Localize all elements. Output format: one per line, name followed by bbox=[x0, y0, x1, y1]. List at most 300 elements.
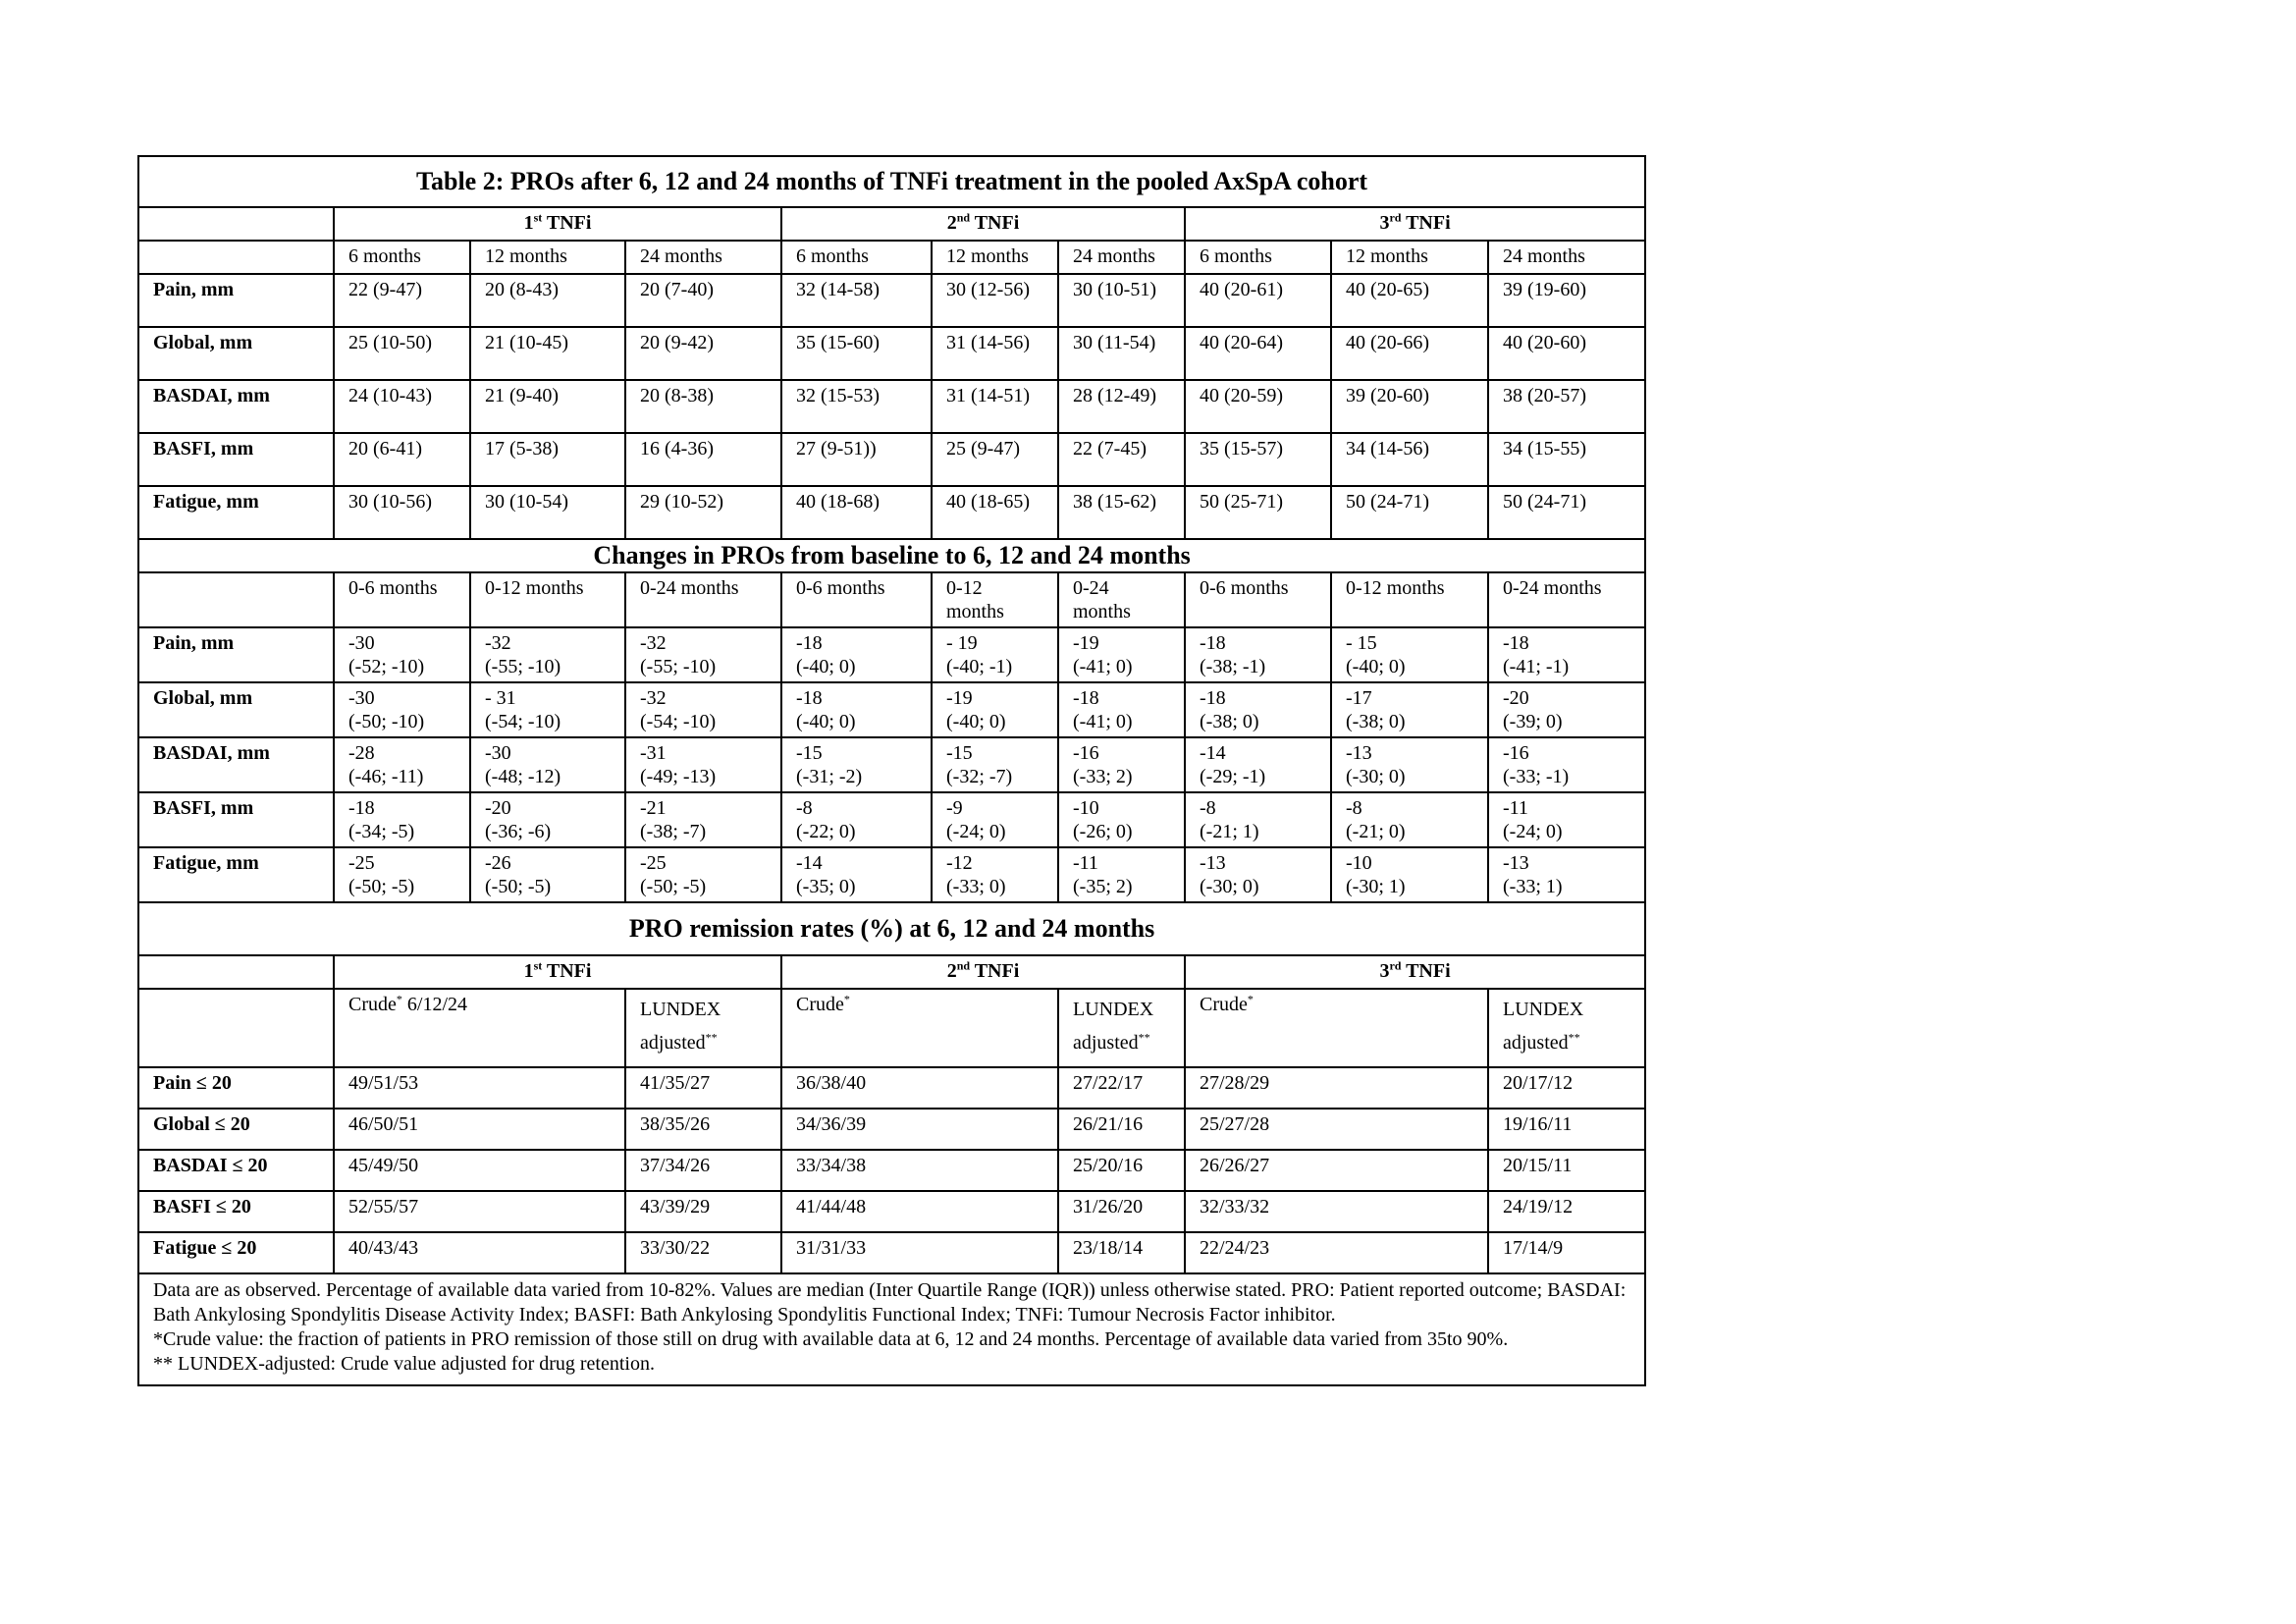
median-change: -15 bbox=[796, 742, 823, 764]
empty-cell bbox=[138, 207, 334, 241]
group-label: TNFi bbox=[970, 212, 1020, 234]
pro-results-table bbox=[137, 155, 1646, 1386]
median-change: -17 bbox=[1346, 687, 1372, 709]
footnotes bbox=[138, 1273, 1645, 1385]
median-change: -10 bbox=[1073, 797, 1099, 819]
lundex-adjusted bbox=[1503, 1026, 1630, 1059]
group-header-3 bbox=[1185, 955, 1645, 989]
crude-value: 33/34/38 bbox=[781, 1150, 1058, 1191]
value-cell: 40 (20-60) bbox=[1488, 327, 1645, 380]
iqr-change: (-55; -10) bbox=[485, 656, 561, 677]
median-change: -18 bbox=[1073, 687, 1099, 709]
value-cell: 20 (6-41) bbox=[334, 433, 470, 486]
lundex-value: 37/34/26 bbox=[625, 1150, 781, 1191]
crude-value: 45/49/50 bbox=[334, 1150, 625, 1191]
change-cell bbox=[932, 847, 1058, 902]
value-cell: 39 (19-60) bbox=[1488, 274, 1645, 327]
lundex-value: 17/14/9 bbox=[1488, 1232, 1645, 1273]
group-ordinal: st bbox=[533, 210, 543, 225]
lundex-label: LUNDEX bbox=[1503, 999, 1584, 1020]
lundex-header bbox=[1058, 989, 1185, 1067]
iqr-change: (-50; -10) bbox=[348, 711, 425, 732]
lundex-adjusted bbox=[640, 1026, 767, 1059]
change-cell bbox=[1488, 737, 1645, 792]
change-cell bbox=[1058, 847, 1185, 902]
lundex-value: 31/26/20 bbox=[1058, 1191, 1185, 1232]
value-cell: 20 (7-40) bbox=[625, 274, 781, 327]
row-label: Pain, mm bbox=[138, 274, 334, 327]
change-cell bbox=[781, 682, 932, 737]
value-cell: 38 (15-62) bbox=[1058, 486, 1185, 539]
remission-row bbox=[138, 1232, 1645, 1273]
iqr-change: (-30; 0) bbox=[1346, 766, 1406, 787]
median-change: -18 bbox=[348, 797, 375, 819]
lundex-value: 41/35/27 bbox=[625, 1067, 781, 1109]
median-change: -25 bbox=[348, 852, 375, 874]
group-label: TNFi bbox=[1401, 212, 1451, 234]
pro-row bbox=[138, 380, 1645, 433]
median-change: -26 bbox=[485, 852, 511, 874]
median-change: -14 bbox=[796, 852, 823, 874]
row-label: BASFI, mm bbox=[138, 433, 334, 486]
change-period-header: 0-12 months bbox=[470, 572, 625, 627]
iqr-change: (-40; 0) bbox=[796, 711, 856, 732]
change-cell bbox=[625, 792, 781, 847]
empty-cell bbox=[138, 241, 334, 274]
median-change: -32 bbox=[640, 687, 667, 709]
lundex-adjusted-label: adjusted bbox=[640, 1032, 706, 1054]
change-cell bbox=[1488, 847, 1645, 902]
median-change: -11 bbox=[1073, 852, 1098, 874]
median-change: -13 bbox=[1503, 852, 1529, 874]
period-header: 6 months bbox=[781, 241, 932, 274]
group-ordinal: nd bbox=[956, 958, 971, 973]
group-number: 2 bbox=[946, 212, 957, 234]
change-row bbox=[138, 737, 1645, 792]
group-ordinal: rd bbox=[1389, 958, 1402, 973]
lundex-value: 19/16/11 bbox=[1488, 1109, 1645, 1150]
iqr-change: (-40; 0) bbox=[796, 656, 856, 677]
group-label: TNFi bbox=[970, 960, 1020, 982]
row-label: BASFI, mm bbox=[138, 792, 334, 847]
period-row bbox=[138, 241, 1645, 274]
change-cell bbox=[334, 682, 470, 737]
value-cell: 31 (14-51) bbox=[932, 380, 1058, 433]
crude-value: 34/36/39 bbox=[781, 1109, 1058, 1150]
iqr-change: (-54; -10) bbox=[640, 711, 717, 732]
change-cell bbox=[334, 627, 470, 682]
iqr-change: (-55; -10) bbox=[640, 656, 717, 677]
value-cell: 30 (11-54) bbox=[1058, 327, 1185, 380]
iqr-change: (-39; 0) bbox=[1503, 711, 1563, 732]
period-header: 6 months bbox=[1185, 241, 1331, 274]
change-cell bbox=[1185, 737, 1331, 792]
iqr-change: (-33; 2) bbox=[1073, 766, 1133, 787]
iqr-change: (-35; 2) bbox=[1073, 876, 1133, 897]
median-change: -30 bbox=[348, 687, 375, 709]
change-period-header: 0-24 months bbox=[625, 572, 781, 627]
group-label: TNFi bbox=[542, 960, 592, 982]
empty-cell bbox=[138, 955, 334, 989]
value-cell: 30 (10-56) bbox=[334, 486, 470, 539]
value-cell: 17 (5-38) bbox=[470, 433, 625, 486]
group-label: TNFi bbox=[542, 212, 592, 234]
median-change: -32 bbox=[485, 632, 511, 654]
crude-mark: * bbox=[1247, 992, 1254, 1006]
median-change: -19 bbox=[1073, 632, 1099, 654]
median-change: -8 bbox=[1346, 797, 1362, 819]
iqr-change: (-24; 0) bbox=[1503, 821, 1563, 842]
lundex-adjusted-label: adjusted bbox=[1503, 1032, 1569, 1054]
value-cell: 20 (8-43) bbox=[470, 274, 625, 327]
median-change: -18 bbox=[796, 632, 823, 654]
value-cell: 35 (15-57) bbox=[1185, 433, 1331, 486]
row-label: Pain, mm bbox=[138, 627, 334, 682]
value-cell: 32 (14-58) bbox=[781, 274, 932, 327]
iqr-change: (-49; -13) bbox=[640, 766, 717, 787]
median-change: -9 bbox=[946, 797, 963, 819]
change-cell bbox=[1331, 847, 1488, 902]
row-label: BASDAI, mm bbox=[138, 380, 334, 433]
crude-value: 22/24/23 bbox=[1185, 1232, 1488, 1273]
median-change: -20 bbox=[1503, 687, 1529, 709]
change-cell bbox=[1331, 737, 1488, 792]
change-cell bbox=[932, 627, 1058, 682]
value-cell: 50 (25-71) bbox=[1185, 486, 1331, 539]
row-label: Fatigue ≤ 20 bbox=[138, 1232, 334, 1273]
lundex-adjusted bbox=[1073, 1026, 1170, 1059]
iqr-change: (-32; -7) bbox=[946, 766, 1013, 787]
change-cell bbox=[625, 682, 781, 737]
iqr-change: (-40; 0) bbox=[946, 711, 1006, 732]
iqr-change: (-30; 0) bbox=[1200, 876, 1259, 897]
iqr-change: (-31; -2) bbox=[796, 766, 863, 787]
lundex-mark: ** bbox=[1568, 1030, 1580, 1045]
change-period-row bbox=[138, 572, 1645, 627]
value-cell: 25 (10-50) bbox=[334, 327, 470, 380]
median-change: -18 bbox=[1200, 632, 1226, 654]
table-body bbox=[138, 156, 1645, 1385]
footnote: ** LUNDEX-adjusted: Crude value adjusted for drug retention. bbox=[153, 1353, 655, 1375]
iqr-change: (-50; -5) bbox=[485, 876, 552, 897]
row-label: Global ≤ 20 bbox=[138, 1109, 334, 1150]
change-period-header: 0-6 months bbox=[1185, 572, 1331, 627]
iqr-change: (-36; -6) bbox=[485, 821, 552, 842]
empty-cell bbox=[138, 572, 334, 627]
footnote: Data are as observed. Percentage of available data varied from 10-82%. Values are median (Inter Quartile Range (IQR)) unless otherwise stated. PRO: Patient reported outcome; BASDAI: Bath Ankylosing Spondylitis Disease Activity Index; BASFI: Bath Ankylosing Spondylitis Functional Index; TNFi: Tumour Necrosis Factor inhibitor. bbox=[153, 1279, 1627, 1326]
crude-label: Crude bbox=[348, 994, 397, 1015]
change-row bbox=[138, 682, 1645, 737]
change-cell bbox=[470, 682, 625, 737]
change-cell bbox=[1058, 682, 1185, 737]
lundex-value: 23/18/14 bbox=[1058, 1232, 1185, 1273]
row-label: Fatigue, mm bbox=[138, 847, 334, 902]
period-header: 24 months bbox=[1058, 241, 1185, 274]
median-change: -11 bbox=[1503, 797, 1528, 819]
period-header: 12 months bbox=[932, 241, 1058, 274]
change-period-header: 0-6 months bbox=[781, 572, 932, 627]
iqr-change: (-41; 0) bbox=[1073, 711, 1133, 732]
value-cell: 34 (15-55) bbox=[1488, 433, 1645, 486]
change-period-header: 0-24 months bbox=[1058, 572, 1185, 627]
median-change: -30 bbox=[348, 632, 375, 654]
crude-value: 46/50/51 bbox=[334, 1109, 625, 1150]
changes-section-title: Changes in PROs from baseline to 6, 12 and 24 months bbox=[138, 539, 1645, 572]
change-cell bbox=[1488, 682, 1645, 737]
group-number: 3 bbox=[1379, 960, 1390, 982]
remission-row bbox=[138, 1109, 1645, 1150]
crude-value: 49/51/53 bbox=[334, 1067, 625, 1109]
change-row bbox=[138, 847, 1645, 902]
lundex-label: LUNDEX bbox=[640, 999, 721, 1020]
iqr-change: (-38; 0) bbox=[1200, 711, 1259, 732]
iqr-change: (-33; 0) bbox=[946, 876, 1006, 897]
change-cell bbox=[1488, 792, 1645, 847]
crude-value: 36/38/40 bbox=[781, 1067, 1058, 1109]
value-cell: 40 (18-68) bbox=[781, 486, 932, 539]
median-change: -28 bbox=[348, 742, 375, 764]
section-title-row bbox=[138, 902, 1645, 955]
lundex-header bbox=[1488, 989, 1645, 1067]
crude-header bbox=[781, 989, 1058, 1067]
iqr-change: (-34; -5) bbox=[348, 821, 415, 842]
value-cell: 22 (7-45) bbox=[1058, 433, 1185, 486]
lundex-mark: ** bbox=[705, 1030, 718, 1045]
value-cell: 38 (20-57) bbox=[1488, 380, 1645, 433]
change-cell bbox=[625, 847, 781, 902]
lundex-header bbox=[625, 989, 781, 1067]
change-period-header: 0-12 months bbox=[1331, 572, 1488, 627]
value-cell: 30 (12-56) bbox=[932, 274, 1058, 327]
iqr-change: (-50; -5) bbox=[640, 876, 707, 897]
median-change: -32 bbox=[640, 632, 667, 654]
pro-row bbox=[138, 433, 1645, 486]
group-number: 3 bbox=[1379, 212, 1390, 234]
change-period-header: 0-24 months bbox=[1488, 572, 1645, 627]
change-cell bbox=[932, 792, 1058, 847]
iqr-change: (-40; 0) bbox=[1346, 656, 1406, 677]
median-change: - 19 bbox=[946, 632, 978, 654]
iqr-change: (-52; -10) bbox=[348, 656, 425, 677]
value-cell: 29 (10-52) bbox=[625, 486, 781, 539]
value-cell: 28 (12-49) bbox=[1058, 380, 1185, 433]
median-change: -8 bbox=[796, 797, 813, 819]
value-cell: 50 (24-71) bbox=[1488, 486, 1645, 539]
crude-value: 26/26/27 bbox=[1185, 1150, 1488, 1191]
median-change: -14 bbox=[1200, 742, 1226, 764]
group-header-2 bbox=[781, 207, 1185, 241]
value-cell: 39 (20-60) bbox=[1331, 380, 1488, 433]
change-cell bbox=[932, 737, 1058, 792]
crude-label: Crude bbox=[796, 994, 844, 1015]
iqr-change: (-48; -12) bbox=[485, 766, 561, 787]
median-change: -25 bbox=[640, 852, 667, 874]
lundex-value: 43/39/29 bbox=[625, 1191, 781, 1232]
iqr-change: (-35; 0) bbox=[796, 876, 856, 897]
lundex-value: 33/30/22 bbox=[625, 1232, 781, 1273]
value-cell: 40 (18-65) bbox=[932, 486, 1058, 539]
pro-row bbox=[138, 486, 1645, 539]
median-change: -19 bbox=[946, 687, 973, 709]
group-number: 2 bbox=[946, 960, 957, 982]
change-cell bbox=[1058, 737, 1185, 792]
group-header-3 bbox=[1185, 207, 1645, 241]
median-change: -21 bbox=[640, 797, 667, 819]
lundex-value: 20/17/12 bbox=[1488, 1067, 1645, 1109]
period-header: 6 months bbox=[334, 241, 470, 274]
footnote: *Crude value: the fraction of patients in PRO remission of those still on drug with available data at 6, 12 and 24 months. Percentage of available data varied from 35to 90%. bbox=[153, 1328, 1509, 1350]
row-label: Pain ≤ 20 bbox=[138, 1067, 334, 1109]
change-cell bbox=[1331, 682, 1488, 737]
change-cell bbox=[1058, 627, 1185, 682]
group-number: 1 bbox=[523, 960, 534, 982]
lundex-mark: ** bbox=[1138, 1030, 1150, 1045]
value-cell: 21 (9-40) bbox=[470, 380, 625, 433]
change-cell bbox=[470, 627, 625, 682]
value-cell: 50 (24-71) bbox=[1331, 486, 1488, 539]
row-label: Global, mm bbox=[138, 327, 334, 380]
median-change: -20 bbox=[485, 797, 511, 819]
change-cell bbox=[1331, 792, 1488, 847]
crude-value: 52/55/57 bbox=[334, 1191, 625, 1232]
group-header-2 bbox=[781, 955, 1185, 989]
crude-label: Crude bbox=[1200, 994, 1248, 1015]
row-label: Global, mm bbox=[138, 682, 334, 737]
change-row bbox=[138, 627, 1645, 682]
value-cell: 40 (20-64) bbox=[1185, 327, 1331, 380]
iqr-change: (-26; 0) bbox=[1073, 821, 1133, 842]
value-cell: 22 (9-47) bbox=[334, 274, 470, 327]
iqr-change: (-40; -1) bbox=[946, 656, 1013, 677]
iqr-change: (-33; 1) bbox=[1503, 876, 1563, 897]
remission-row bbox=[138, 1191, 1645, 1232]
group-header-row bbox=[138, 207, 1645, 241]
group-ordinal: st bbox=[533, 958, 543, 973]
row-label: BASDAI ≤ 20 bbox=[138, 1150, 334, 1191]
change-cell bbox=[334, 847, 470, 902]
iqr-change: (-29; -1) bbox=[1200, 766, 1266, 787]
value-cell: 27 (9-51)) bbox=[781, 433, 932, 486]
iqr-change: (-33; -1) bbox=[1503, 766, 1570, 787]
iqr-change: (-38; 0) bbox=[1346, 711, 1406, 732]
row-label: BASDAI, mm bbox=[138, 737, 334, 792]
lundex-value: 24/19/12 bbox=[1488, 1191, 1645, 1232]
period-header: 12 months bbox=[470, 241, 625, 274]
lundex-value: 27/22/17 bbox=[1058, 1067, 1185, 1109]
change-cell bbox=[932, 682, 1058, 737]
lundex-adjusted-label: adjusted bbox=[1073, 1032, 1139, 1054]
iqr-change: (-41; -1) bbox=[1503, 656, 1570, 677]
value-cell: 24 (10-43) bbox=[334, 380, 470, 433]
crude-mark: * bbox=[843, 992, 850, 1006]
iqr-change: (-38; -1) bbox=[1200, 656, 1266, 677]
crude-value: 41/44/48 bbox=[781, 1191, 1058, 1232]
period-header: 12 months bbox=[1331, 241, 1488, 274]
iqr-change: (-30; 1) bbox=[1346, 876, 1406, 897]
iqr-change: (-50; -5) bbox=[348, 876, 415, 897]
crude-value: 25/27/28 bbox=[1185, 1109, 1488, 1150]
crude-periods: 6/12/24 bbox=[401, 994, 468, 1015]
change-cell bbox=[470, 737, 625, 792]
median-change: -10 bbox=[1346, 852, 1372, 874]
group-label: TNFi bbox=[1401, 960, 1451, 982]
median-change: -8 bbox=[1200, 797, 1216, 819]
lundex-value: 25/20/16 bbox=[1058, 1150, 1185, 1191]
change-period-header: 0-6 months bbox=[334, 572, 470, 627]
iqr-change: (-21; 0) bbox=[1346, 821, 1406, 842]
period-header: 24 months bbox=[625, 241, 781, 274]
value-cell: 40 (20-65) bbox=[1331, 274, 1488, 327]
crude-value: 40/43/43 bbox=[334, 1232, 625, 1273]
empty-cell bbox=[138, 989, 334, 1067]
iqr-change: (-38; -7) bbox=[640, 821, 707, 842]
remission-row bbox=[138, 1150, 1645, 1191]
median-change: -31 bbox=[640, 742, 667, 764]
crude-value: 27/28/29 bbox=[1185, 1067, 1488, 1109]
value-cell: 25 (9-47) bbox=[932, 433, 1058, 486]
median-change: -13 bbox=[1346, 742, 1372, 764]
group-header-1 bbox=[334, 207, 781, 241]
pro-row bbox=[138, 274, 1645, 327]
change-cell bbox=[1185, 682, 1331, 737]
median-change: -16 bbox=[1503, 742, 1529, 764]
value-cell: 34 (14-56) bbox=[1331, 433, 1488, 486]
lundex-value: 26/21/16 bbox=[1058, 1109, 1185, 1150]
median-change: -30 bbox=[485, 742, 511, 764]
median-change: -18 bbox=[796, 687, 823, 709]
change-cell bbox=[470, 847, 625, 902]
value-cell: 32 (15-53) bbox=[781, 380, 932, 433]
change-cell bbox=[1488, 627, 1645, 682]
median-change: -18 bbox=[1200, 687, 1226, 709]
crude-value: 32/33/32 bbox=[1185, 1191, 1488, 1232]
change-period-header: 0-12 months bbox=[932, 572, 1058, 627]
value-cell: 20 (9-42) bbox=[625, 327, 781, 380]
crude-value: 31/31/33 bbox=[781, 1232, 1058, 1273]
change-cell bbox=[1185, 627, 1331, 682]
value-cell: 35 (15-60) bbox=[781, 327, 932, 380]
change-cell bbox=[625, 627, 781, 682]
iqr-change: (-21; 1) bbox=[1200, 821, 1259, 842]
remission-section-title: PRO remission rates (%) at 6, 12 and 24 months bbox=[138, 902, 1645, 955]
pro-row bbox=[138, 327, 1645, 380]
crude-header bbox=[334, 989, 625, 1067]
change-cell bbox=[470, 792, 625, 847]
period-header: 24 months bbox=[1488, 241, 1645, 274]
median-change: -12 bbox=[946, 852, 973, 874]
value-cell: 20 (8-38) bbox=[625, 380, 781, 433]
group-ordinal: nd bbox=[956, 210, 971, 225]
value-cell: 21 (10-45) bbox=[470, 327, 625, 380]
table-title: Table 2: PROs after 6, 12 and 24 months of TNFi treatment in the pooled AxSpA cohort bbox=[138, 156, 1645, 207]
value-cell: 30 (10-54) bbox=[470, 486, 625, 539]
section-title-row bbox=[138, 539, 1645, 572]
median-change: -18 bbox=[1503, 632, 1529, 654]
footnote-row bbox=[138, 1273, 1645, 1385]
change-cell bbox=[334, 792, 470, 847]
change-row bbox=[138, 792, 1645, 847]
remission-row bbox=[138, 1067, 1645, 1109]
median-change: -15 bbox=[946, 742, 973, 764]
change-cell bbox=[334, 737, 470, 792]
value-cell: 30 (10-51) bbox=[1058, 274, 1185, 327]
iqr-change: (-46; -11) bbox=[348, 766, 424, 787]
median-change: - 15 bbox=[1346, 632, 1377, 654]
row-label: BASFI ≤ 20 bbox=[138, 1191, 334, 1232]
crude-mark: * bbox=[396, 992, 402, 1006]
iqr-change: (-24; 0) bbox=[946, 821, 1006, 842]
value-cell: 31 (14-56) bbox=[932, 327, 1058, 380]
